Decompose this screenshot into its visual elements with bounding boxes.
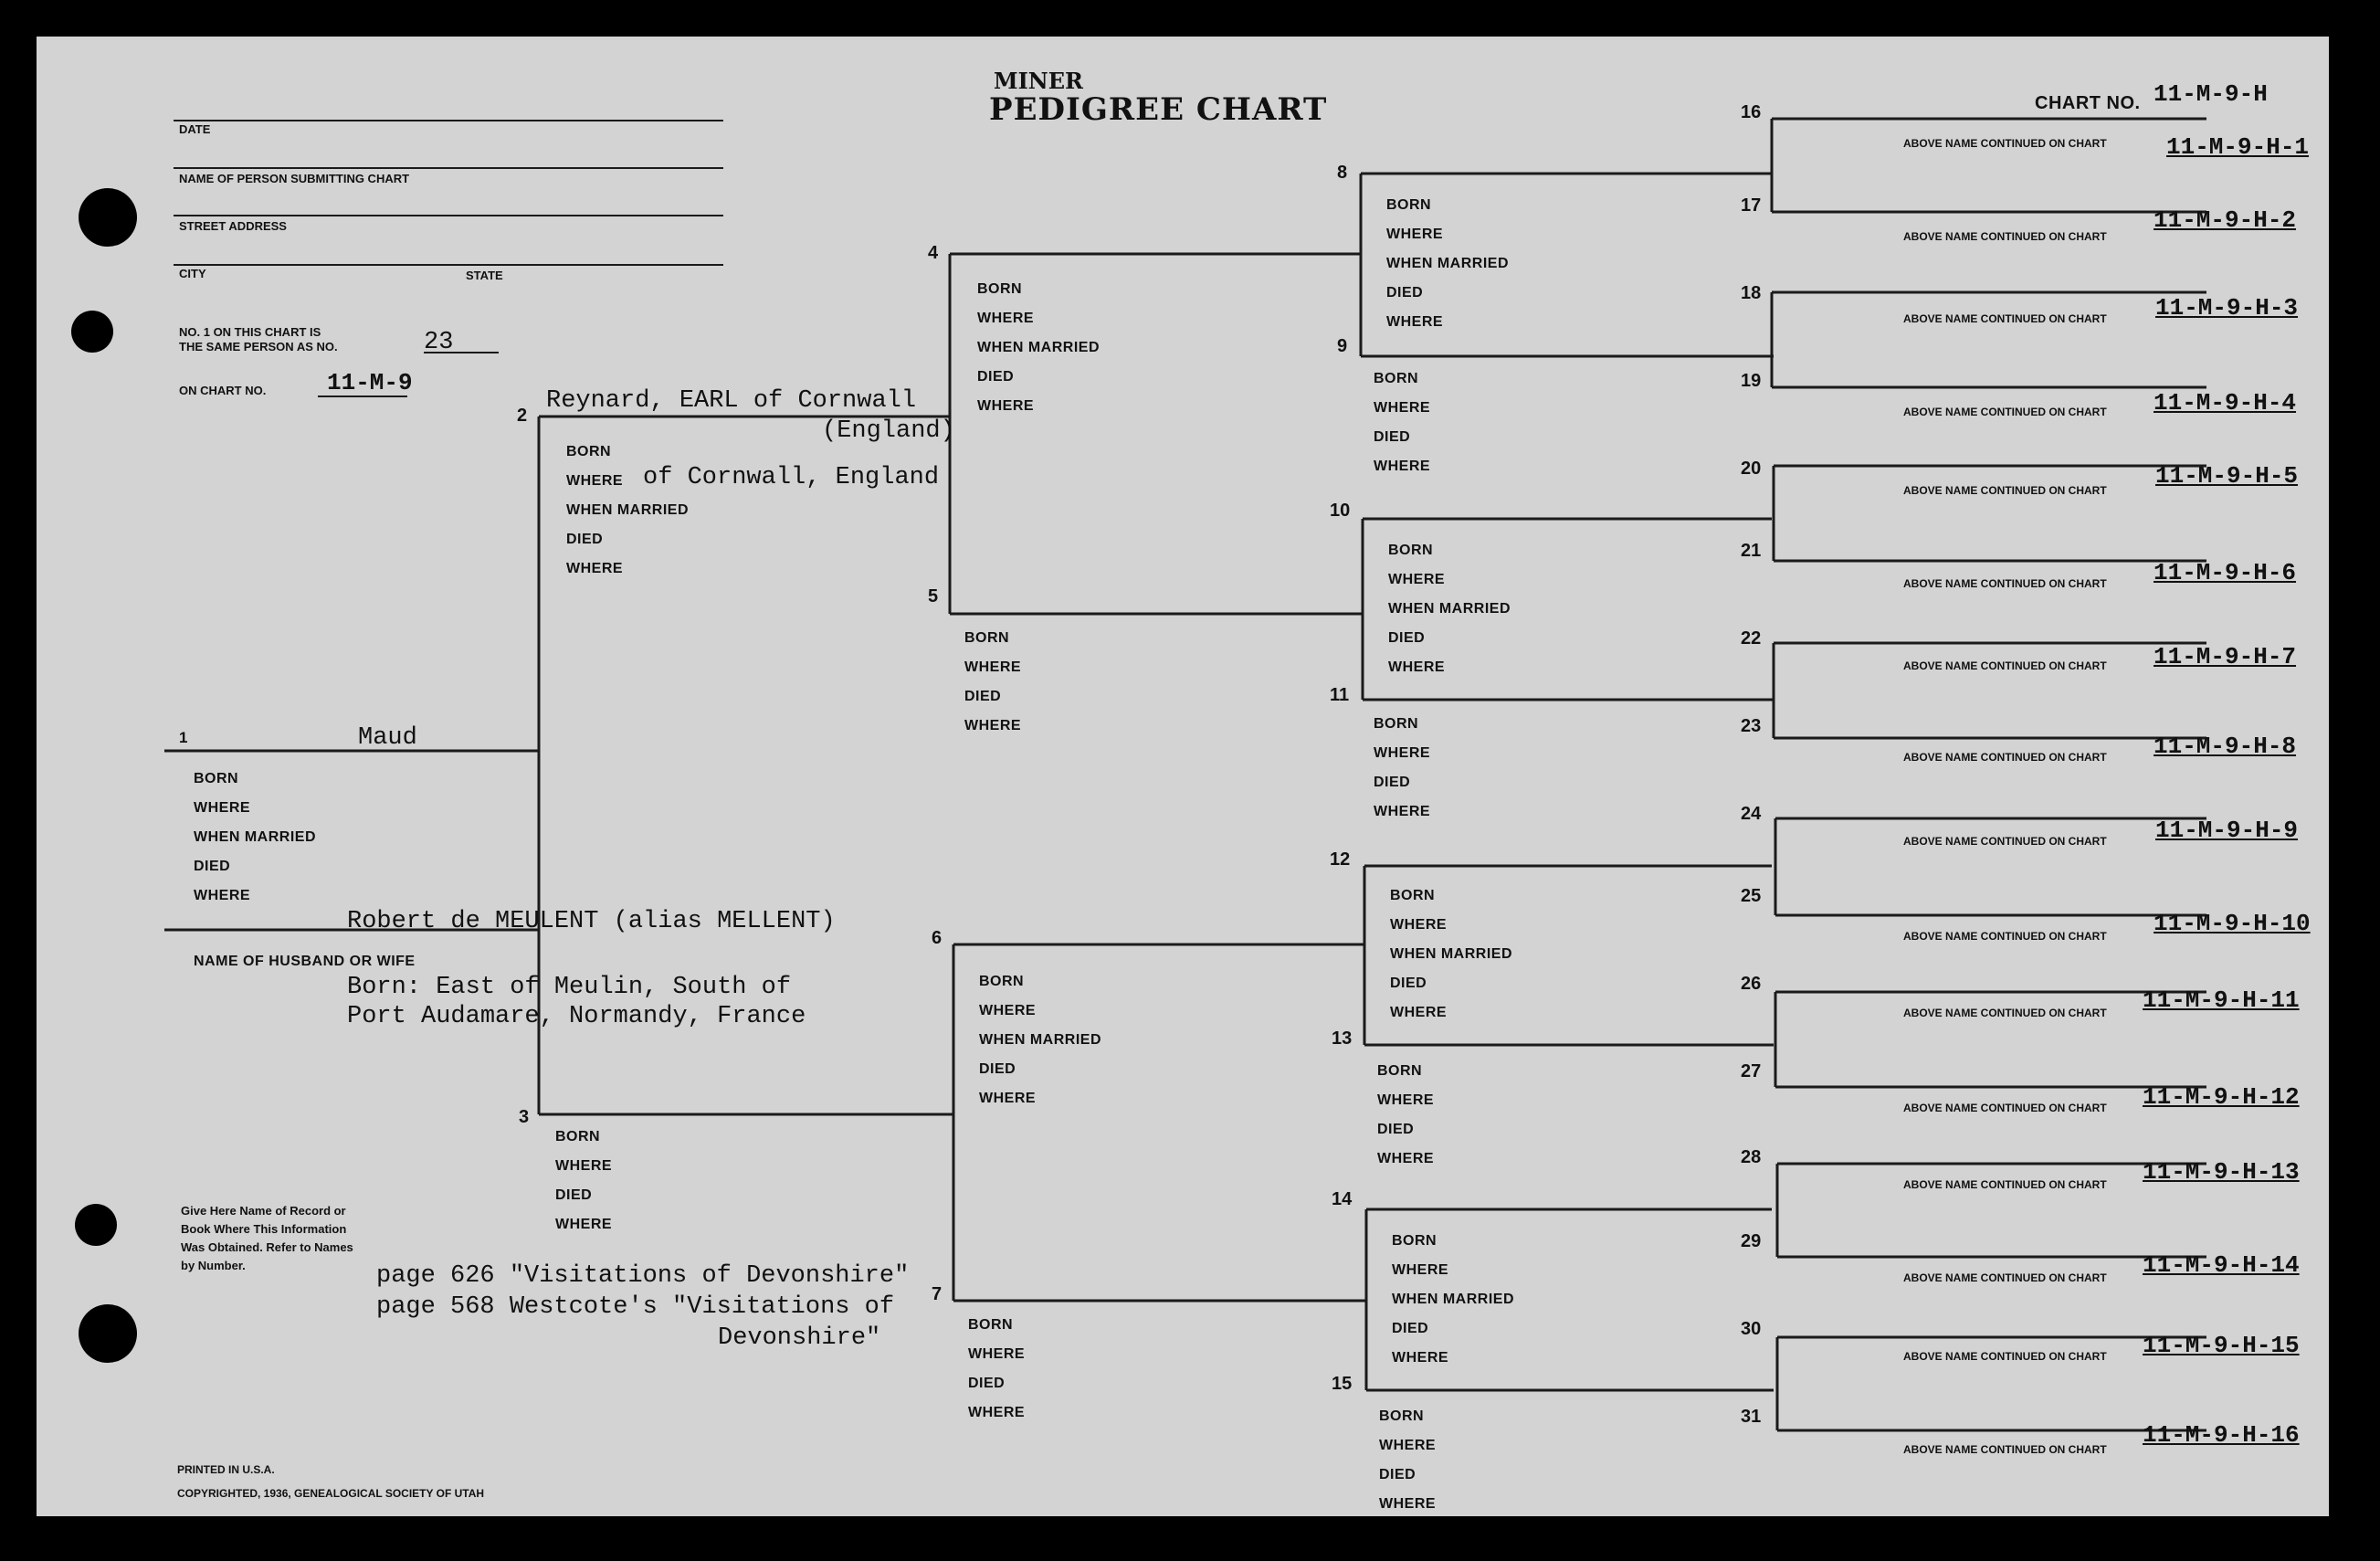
person-3-born-label: BORN bbox=[555, 1129, 601, 1144]
continued-chart-26: 11-M-9-H-11 bbox=[2143, 986, 2300, 1014]
person-4-where-label: WHERE bbox=[977, 311, 1035, 326]
person-10-where-label: WHERE bbox=[1388, 572, 1446, 587]
person-3-where-label: WHERE bbox=[555, 1158, 613, 1174]
person-3-died-where-label: WHERE bbox=[555, 1217, 613, 1232]
person-6-where-label: WHERE bbox=[979, 1003, 1037, 1018]
continued-chart-22: 11-M-9-H-7 bbox=[2154, 643, 2297, 670]
person-22-number: 22 bbox=[1741, 628, 1762, 649]
person-27-number: 27 bbox=[1741, 1061, 1762, 1081]
person-7-died-label: DIED bbox=[968, 1376, 1006, 1391]
person-2-born-label: BORN bbox=[566, 444, 612, 459]
person-2-when-married-label: WHEN MARRIED bbox=[566, 502, 689, 518]
person-15-number: 15 bbox=[1332, 1374, 1353, 1394]
person-11-where-label: WHERE bbox=[1374, 745, 1431, 761]
continued-chart-21: 11-M-9-H-6 bbox=[2154, 559, 2297, 586]
continued-label-30: ABOVE NAME CONTINUED ON CHART bbox=[1903, 1350, 2107, 1363]
copyright-label: COPYRIGHTED, 1936, GENEALOGICAL SOCIETY OF UTAH bbox=[177, 1487, 485, 1500]
continued-label-18: ABOVE NAME CONTINUED ON CHART bbox=[1903, 312, 2107, 325]
person-6-when-married-label: WHEN MARRIED bbox=[979, 1032, 1101, 1048]
person-15-born-label: BORN bbox=[1379, 1408, 1425, 1424]
continued-chart-18: 11-M-9-H-3 bbox=[2155, 294, 2299, 322]
continued-chart-31: 11-M-9-H-16 bbox=[2143, 1421, 2300, 1449]
source-instruction-1: Give Here Name of Record or bbox=[181, 1204, 346, 1218]
person-14-born-label: BORN bbox=[1392, 1233, 1437, 1249]
continued-chart-27: 11-M-9-H-12 bbox=[2143, 1083, 2300, 1111]
continued-label-19: ABOVE NAME CONTINUED ON CHART bbox=[1903, 406, 2107, 418]
person-12-born-label: BORN bbox=[1390, 888, 1436, 903]
person-11-born-label: BORN bbox=[1374, 716, 1419, 732]
person-14-number: 14 bbox=[1332, 1189, 1353, 1209]
person-8-where-label: WHERE bbox=[1386, 227, 1444, 242]
same-person-line2: THE SAME PERSON AS NO. bbox=[179, 340, 338, 353]
person-10-died-label: DIED bbox=[1388, 630, 1426, 646]
person-8-died-where-label: WHERE bbox=[1386, 314, 1444, 330]
person-7-where-label: WHERE bbox=[968, 1346, 1026, 1362]
person-18-number: 18 bbox=[1741, 283, 1762, 303]
person-13-died-where-label: WHERE bbox=[1377, 1151, 1435, 1166]
continued-label-29: ABOVE NAME CONTINUED ON CHART bbox=[1903, 1271, 2107, 1284]
handwritten-surname: MINER bbox=[994, 68, 1083, 94]
person-5-died-where-label: WHERE bbox=[964, 718, 1022, 733]
date-label: DATE bbox=[179, 122, 211, 136]
continued-label-21: ABOVE NAME CONTINUED ON CHART bbox=[1903, 577, 2107, 590]
person-1-where-label: WHERE bbox=[194, 800, 251, 816]
continued-chart-17: 11-M-9-H-2 bbox=[2154, 206, 2297, 234]
person-28-number: 28 bbox=[1741, 1147, 1762, 1167]
chart-no-label: CHART NO. bbox=[2035, 93, 2141, 113]
person-11-died-where-label: WHERE bbox=[1374, 804, 1431, 819]
person-12-died-label: DIED bbox=[1390, 976, 1427, 991]
person-2-died-where-label: WHERE bbox=[566, 561, 624, 576]
person-12-where-label: WHERE bbox=[1390, 917, 1448, 933]
spouse-name: Robert de MEULENT (alias MELLENT) bbox=[347, 908, 836, 935]
person-3-number: 3 bbox=[519, 1107, 530, 1127]
person-6-died-label: DIED bbox=[979, 1061, 1016, 1077]
person-25-number: 25 bbox=[1741, 886, 1762, 906]
person-6-born-label: BORN bbox=[979, 974, 1025, 989]
person-2-where-label: WHERE bbox=[566, 473, 624, 489]
street-label: STREET ADDRESS bbox=[179, 219, 287, 233]
continued-chart-23: 11-M-9-H-8 bbox=[2154, 733, 2297, 760]
person-1-when-married-label: WHEN MARRIED bbox=[194, 829, 316, 845]
continued-label-24: ABOVE NAME CONTINUED ON CHART bbox=[1903, 835, 2107, 848]
source-instruction-2: Book Where This Information bbox=[181, 1222, 347, 1236]
continued-chart-16: 11-M-9-H-1 bbox=[2166, 133, 2310, 161]
person-20-number: 20 bbox=[1741, 459, 1762, 479]
person-6-number: 6 bbox=[932, 928, 943, 948]
person-2-died-label: DIED bbox=[566, 532, 604, 547]
on-chart-label: ON CHART NO. bbox=[179, 384, 267, 397]
person-1-died-where-label: WHERE bbox=[194, 888, 251, 903]
person-14-where-label: WHERE bbox=[1392, 1262, 1449, 1278]
person-5-died-label: DIED bbox=[964, 689, 1002, 704]
person-11-number: 11 bbox=[1330, 685, 1350, 705]
person-10-when-married-label: WHEN MARRIED bbox=[1388, 601, 1511, 617]
person-5-where-label: WHERE bbox=[964, 659, 1022, 675]
printed-label: PRINTED IN U.S.A. bbox=[177, 1463, 275, 1476]
person-26-number: 26 bbox=[1741, 974, 1762, 994]
city-label: CITY bbox=[179, 267, 206, 280]
person-17-number: 17 bbox=[1741, 195, 1762, 216]
continued-label-23: ABOVE NAME CONTINUED ON CHART bbox=[1903, 751, 2107, 764]
submitter-label: NAME OF PERSON SUBMITTING CHART bbox=[179, 172, 410, 185]
continued-label-16: ABOVE NAME CONTINUED ON CHART bbox=[1903, 137, 2107, 150]
source-line-2: page 568 Westcote's "Visitations of bbox=[376, 1293, 895, 1321]
person-15-died-label: DIED bbox=[1379, 1467, 1416, 1482]
person-9-number: 9 bbox=[1337, 336, 1348, 356]
continued-label-17: ABOVE NAME CONTINUED ON CHART bbox=[1903, 230, 2107, 243]
person-23-number: 23 bbox=[1741, 716, 1762, 736]
person-15-died-where-label: WHERE bbox=[1379, 1496, 1437, 1512]
person-11-died-label: DIED bbox=[1374, 775, 1411, 790]
spouse-born-line1: Born: East of Meulin, South of bbox=[347, 974, 792, 1001]
person-13-number: 13 bbox=[1332, 1028, 1353, 1049]
person-9-died-where-label: WHERE bbox=[1374, 459, 1431, 474]
person-2-name: Reynard, EARL of Cornwall bbox=[546, 387, 917, 415]
continued-chart-20: 11-M-9-H-5 bbox=[2155, 462, 2299, 490]
source-line-3: Devonshire" bbox=[718, 1324, 881, 1352]
continued-label-31: ABOVE NAME CONTINUED ON CHART bbox=[1903, 1443, 2107, 1456]
person-9-where-label: WHERE bbox=[1374, 400, 1431, 416]
continued-chart-19: 11-M-9-H-4 bbox=[2154, 389, 2297, 417]
person-15-where-label: WHERE bbox=[1379, 1438, 1437, 1453]
person-5-born-label: BORN bbox=[964, 630, 1010, 646]
continued-chart-24: 11-M-9-H-9 bbox=[2155, 817, 2299, 844]
person-1-name: Maud bbox=[358, 724, 417, 752]
person-12-number: 12 bbox=[1330, 849, 1351, 870]
continued-chart-29: 11-M-9-H-14 bbox=[2143, 1251, 2300, 1279]
person-1-died-label: DIED bbox=[194, 859, 231, 874]
person-4-when-married-label: WHEN MARRIED bbox=[977, 340, 1100, 355]
person-6-died-where-label: WHERE bbox=[979, 1091, 1037, 1106]
person-31-number: 31 bbox=[1741, 1407, 1762, 1427]
person-5-number: 5 bbox=[928, 586, 939, 606]
person-14-died-label: DIED bbox=[1392, 1321, 1429, 1336]
person-7-died-where-label: WHERE bbox=[968, 1405, 1026, 1420]
page-title: PEDIGREE CHART bbox=[989, 91, 1328, 128]
continued-chart-30: 11-M-9-H-15 bbox=[2143, 1332, 2300, 1359]
continued-chart-28: 11-M-9-H-13 bbox=[2143, 1158, 2300, 1186]
husband-wife-label: NAME OF HUSBAND OR WIFE bbox=[194, 954, 416, 969]
person-8-died-label: DIED bbox=[1386, 285, 1424, 301]
on-chart-value: 11-M-9 bbox=[327, 369, 413, 396]
person-10-died-where-label: WHERE bbox=[1388, 659, 1446, 675]
person-4-number: 4 bbox=[928, 243, 939, 263]
source-instruction-3: Was Obtained. Refer to Names bbox=[181, 1240, 353, 1254]
person-10-born-label: BORN bbox=[1388, 543, 1434, 558]
continued-label-27: ABOVE NAME CONTINUED ON CHART bbox=[1903, 1102, 2107, 1114]
person-29-number: 29 bbox=[1741, 1231, 1762, 1251]
person-24-number: 24 bbox=[1741, 804, 1762, 824]
person-13-where-label: WHERE bbox=[1377, 1092, 1435, 1108]
person-13-born-label: BORN bbox=[1377, 1063, 1423, 1079]
continued-label-22: ABOVE NAME CONTINUED ON CHART bbox=[1903, 659, 2107, 672]
person-4-born-label: BORN bbox=[977, 281, 1023, 297]
chart-no-value: 11-M-9-H bbox=[2154, 80, 2268, 108]
person-2-name-cont: (England) bbox=[822, 417, 955, 445]
person-14-died-where-label: WHERE bbox=[1392, 1350, 1449, 1366]
person-1-number: 1 bbox=[179, 729, 188, 746]
person-12-when-married-label: WHEN MARRIED bbox=[1390, 946, 1512, 962]
continued-label-28: ABOVE NAME CONTINUED ON CHART bbox=[1903, 1178, 2107, 1191]
person-1-born-label: BORN bbox=[194, 771, 239, 786]
person-4-died-where-label: WHERE bbox=[977, 398, 1035, 414]
person-14-when-married-label: WHEN MARRIED bbox=[1392, 1292, 1514, 1307]
person-2-number: 2 bbox=[517, 406, 528, 426]
person-12-died-where-label: WHERE bbox=[1390, 1005, 1448, 1020]
person-30-number: 30 bbox=[1741, 1319, 1762, 1339]
person-13-died-label: DIED bbox=[1377, 1122, 1415, 1137]
person-9-died-label: DIED bbox=[1374, 429, 1411, 445]
source-instruction-4: by Number. bbox=[181, 1259, 246, 1272]
person-19-number: 19 bbox=[1741, 371, 1762, 391]
source-line-1: page 626 "Visitations of Devonshire" bbox=[376, 1262, 910, 1290]
same-person-value: 23 bbox=[424, 329, 454, 356]
person-8-when-married-label: WHEN MARRIED bbox=[1386, 256, 1509, 271]
same-person-line1: NO. 1 ON THIS CHART IS bbox=[179, 325, 321, 339]
person-16-number: 16 bbox=[1741, 102, 1762, 122]
person-7-number: 7 bbox=[932, 1284, 943, 1304]
person-10-number: 10 bbox=[1330, 501, 1351, 521]
person-2-where-value: of Cornwall, England bbox=[643, 464, 940, 491]
spouse-born-line2: Port Audamare, Normandy, France bbox=[347, 1003, 806, 1030]
person-8-number: 8 bbox=[1337, 163, 1348, 183]
person-9-born-label: BORN bbox=[1374, 371, 1419, 386]
person-4-died-label: DIED bbox=[977, 369, 1015, 385]
person-8-born-label: BORN bbox=[1386, 197, 1432, 213]
continued-chart-25: 11-M-9-H-10 bbox=[2154, 910, 2311, 937]
person-21-number: 21 bbox=[1741, 541, 1762, 561]
person-3-died-label: DIED bbox=[555, 1187, 593, 1203]
state-label: STATE bbox=[466, 269, 503, 282]
continued-label-25: ABOVE NAME CONTINUED ON CHART bbox=[1903, 930, 2107, 943]
person-7-born-label: BORN bbox=[968, 1317, 1014, 1333]
continued-label-20: ABOVE NAME CONTINUED ON CHART bbox=[1903, 484, 2107, 497]
continued-label-26: ABOVE NAME CONTINUED ON CHART bbox=[1903, 1007, 2107, 1019]
